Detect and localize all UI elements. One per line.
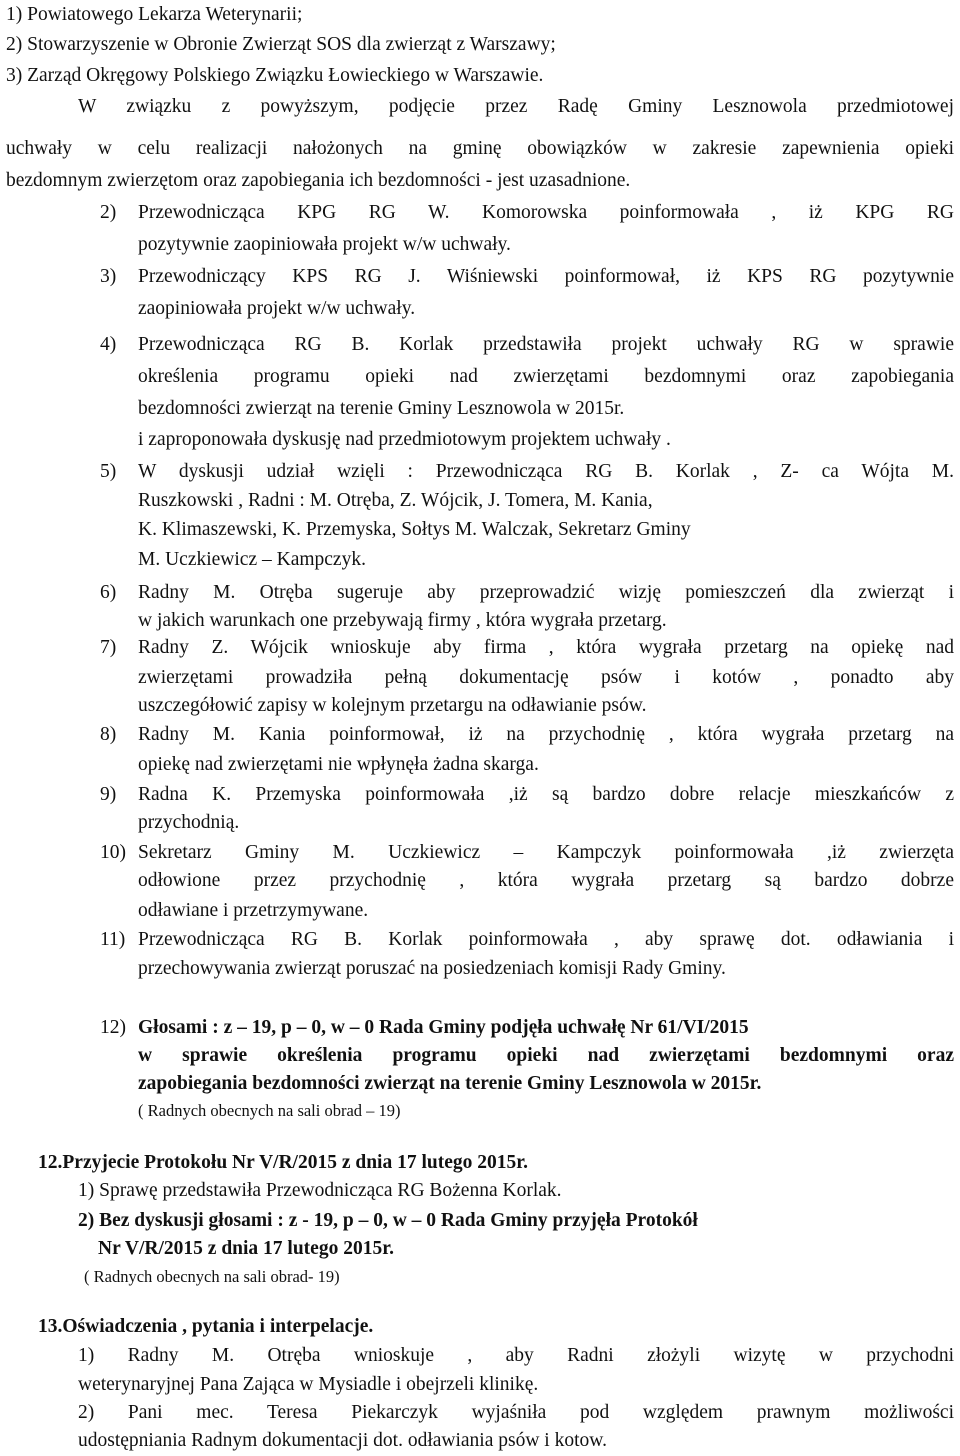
list-item-line: M. Uczkiewicz – Kampczyk. <box>138 549 366 570</box>
recipient-line: 1) Powiatowego Lekarza Weterynarii; <box>6 4 303 25</box>
resolution-line: zapobiegania bezdomności zwierząt na terenie Gminy Lesznowola w 2015r. <box>138 1073 762 1094</box>
list-item-line: określenia programu opieki nad zwierzętami bezdomnymi oraz zapobiegania <box>138 366 954 387</box>
list-item-number: 4) <box>100 334 117 355</box>
list-item-line: W dyskusji udział wzięli : Przewodnicząca RG B. Korlak , Z- ca Wójta M. <box>138 461 954 482</box>
list-item-line: uszczegółowić zapisy w kolejnym przetargu na odławianie psów. <box>138 695 647 716</box>
section-line: Nr V/R/2015 z dnia 17 lutego 2015r. <box>98 1238 394 1259</box>
list-item-line: opiekę nad zwierzętami nie wpłynęła żadna skarga. <box>138 754 539 775</box>
justification-paragraph-line: W związku z powyższym, podjęcie przez Radę Gminy Lesznowola przedmiotowej <box>78 96 954 117</box>
section-line: 2) Pani mec. Teresa Piekarczyk wyjaśniła pod względem prawnym możliwości <box>78 1402 954 1423</box>
list-item-line: i zaproponowała dyskusję nad przedmiotowym projektem uchwały . <box>138 429 671 450</box>
section-line: udostępniania Radnym dokumentacji dot. odławiania psów i kotow. <box>78 1430 607 1451</box>
list-item-number: 9) <box>100 784 117 805</box>
section-line: 1) Radny M. Otręba wnioskuje , aby Radni złożyli wizytę w przychodni <box>78 1345 954 1366</box>
list-item-line: zwierzętami prowadziła pełną dokumentację psów i kotów , ponadto aby <box>138 667 954 688</box>
attendance-note: ( Radnych obecnych na sali obrad- 19) <box>84 1267 340 1286</box>
list-item-line: K. Klimaszewski, K. Przemyska, Sołtys M. Walczak, Sekretarz Gminy <box>138 519 691 540</box>
justification-paragraph-line: uchwały w celu realizacji nałożonych na gminę obowiązków w zakresie zapewnienia opieki <box>6 138 954 159</box>
list-item-line: przychodnią. <box>138 812 240 833</box>
list-item-number: 5) <box>100 461 117 482</box>
recipient-line: 2) Stowarzyszenie w Obronie Zwierząt SOS dla zwierząt z Warszawy; <box>6 34 556 55</box>
list-item-line: odłowione przez przychodnię , która wygrała przetarg są bardzo dobrze <box>138 870 954 891</box>
list-item-line: Ruszkowski , Radni : M. Otręba, Z. Wójcik, J. Tomera, M. Kania, <box>138 490 653 511</box>
list-item-line: Przewodnicząca RG B. Korlak przedstawiła projekt uchwały RG w sprawie <box>138 334 954 355</box>
list-item-line: zaopiniowała projekt w/w uchwały. <box>138 298 416 319</box>
list-item-number: 12) <box>100 1017 126 1038</box>
resolution-line: w sprawie określenia programu opieki nad zwierzętami bezdomnymi oraz <box>138 1045 954 1066</box>
attendance-note: ( Radnych obecnych na sali obrad – 19) <box>138 1101 401 1120</box>
list-item-line: przechowywania zwierząt poruszać na posiedzeniach komisji Rady Gminy. <box>138 958 726 979</box>
list-item-line: Radny M. Otręba sugeruje aby przeprowadzić wizję pomieszczeń dla zwierząt i <box>138 582 954 603</box>
section-heading: 13.Oświadczenia , pytania i interpelacje. <box>38 1316 374 1337</box>
list-item-line: odławiane i przetrzymywane. <box>138 900 369 921</box>
resolution-line: Głosami : z – 19, p – 0, w – 0 Rada Gminy podjęła uchwałę Nr 61/VI/2015 <box>138 1017 749 1038</box>
list-item-number: 3) <box>100 266 117 287</box>
list-item-line: pozytywnie zaopiniowała projekt w/w uchwały. <box>138 234 511 255</box>
list-item-number: 2) <box>100 202 117 223</box>
list-item-line: Radna K. Przemyska poinformowała ,iż są bardzo dobre relacje mieszkańców z <box>138 784 954 805</box>
list-item-line: Przewodnicząca RG B. Korlak poinformowała , aby sprawę dot. odławiania i <box>138 929 954 950</box>
justification-paragraph-line: bezdomnym zwierzętom oraz zapobiegania ich bezdomności - jest uzasadnione. <box>6 170 631 191</box>
list-item-number: 6) <box>100 582 117 603</box>
section-line: weterynaryjnej Pana Zająca w Mysiadle i obejrzeli klinikę. <box>78 1374 539 1395</box>
recipient-line: 3) Zarząd Okręgowy Polskiego Związku Łowieckiego w Warszawie. <box>6 65 544 86</box>
list-item-number: 7) <box>100 637 117 658</box>
list-item-line: Radny M. Kania poinformował, iż na przychodnię , która wygrała przetarg na <box>138 724 954 745</box>
section-line: 2) Bez dyskusji głosami : z - 19, p – 0, w – 0 Rada Gminy przyjęła Protokół <box>78 1210 698 1231</box>
list-item-line: Sekretarz Gminy M. Uczkiewicz – Kampczyk poinformowała ,iż zwierzęta <box>138 842 954 863</box>
list-item-line: Przewodnicząca KPG RG W. Komorowska poinformowała , iż KPG RG <box>138 202 954 223</box>
list-item-line: Przewodniczący KPS RG J. Wiśniewski poinformował, iż KPS RG pozytywnie <box>138 266 954 287</box>
list-item-line: bezdomności zwierząt na terenie Gminy Lesznowola w 2015r. <box>138 398 625 419</box>
list-item-number: 8) <box>100 724 117 745</box>
list-item-line: Radny Z. Wójcik wnioskuje aby firma , która wygrała przetarg na opiekę nad <box>138 637 954 658</box>
section-line: 1) Sprawę przedstawiła Przewodnicząca RG Bożenna Korlak. <box>78 1180 562 1201</box>
list-item-number: 11) <box>100 929 126 950</box>
section-heading: 12.Przyjecie Protokołu Nr V/R/2015 z dnia 17 lutego 2015r. <box>38 1152 528 1173</box>
list-item-number: 10) <box>100 842 126 863</box>
list-item-line: w jakich warunkach one przebywają firmy , która wygrała przetarg. <box>138 610 667 631</box>
